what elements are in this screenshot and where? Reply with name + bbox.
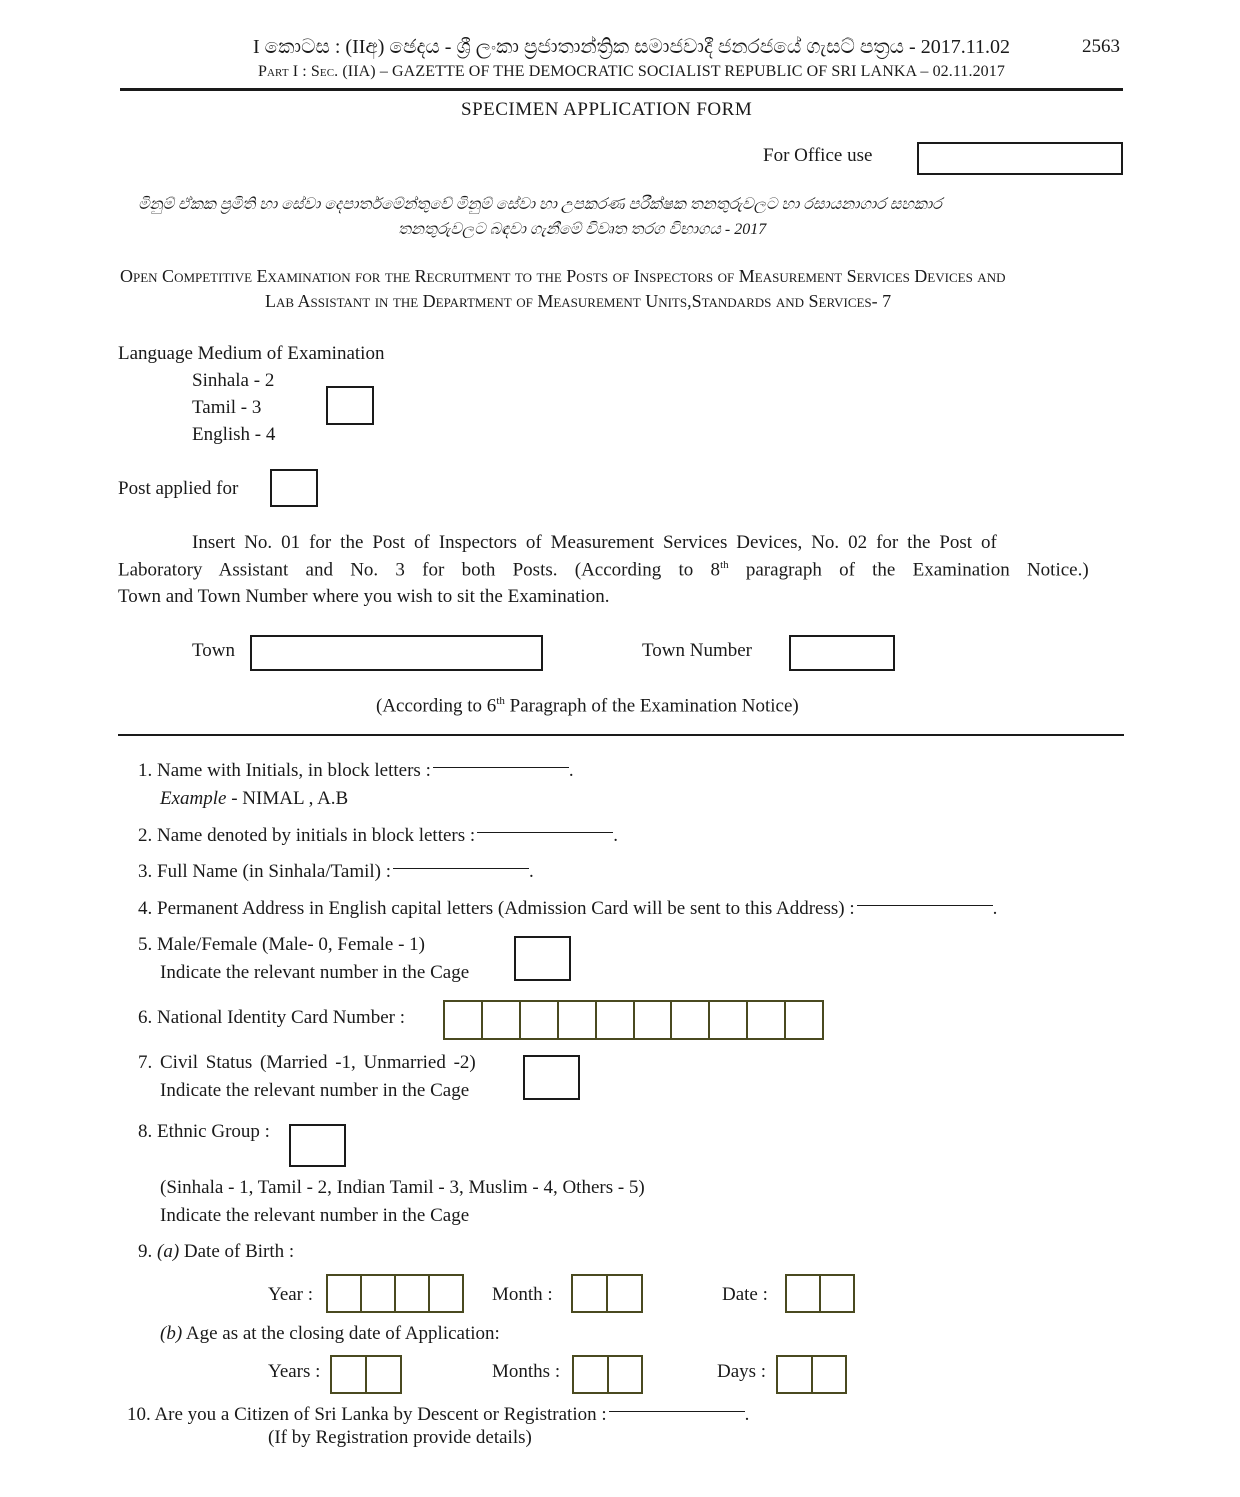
month-cell[interactable]	[608, 1276, 641, 1311]
item-7-instruction: Indicate the relevant number in the Cage	[160, 1080, 470, 1101]
months-label: Months :	[492, 1361, 561, 1382]
item-5-instruction: Indicate the relevant number in the Cage	[160, 962, 470, 983]
nic-cell[interactable]	[635, 1002, 673, 1038]
office-use-label: For Office use	[763, 145, 873, 166]
item-10-blank[interactable]	[609, 1411, 745, 1412]
item-2-blank[interactable]	[477, 832, 613, 833]
language-medium-box[interactable]	[326, 386, 374, 425]
nic-cell[interactable]	[483, 1002, 521, 1038]
years-label: Years :	[268, 1361, 321, 1382]
month-label: Month :	[492, 1284, 553, 1305]
language-option-tamil: Tamil - 3	[192, 397, 262, 418]
header-sinhala-line: I කොටස : (IIඅ) ඡෙදය - ශ්‍රී ලංකා ප්‍රජාතාන්ත්‍රික සමාජවාදී ජනරජයේ ගැසට් පත්‍රය - 2017.11.02	[253, 36, 1010, 58]
post-instruction-1: Insert No. 01 for the Post of Inspectors of Measurement Services Devices, No. 02 for the Post of	[192, 532, 997, 553]
year-label: Year :	[268, 1284, 314, 1305]
item-3-full-name: 3. Full Name (in Sinhala/Tamil) : .	[138, 861, 534, 882]
page-number: 2563	[1082, 36, 1120, 57]
date-cell[interactable]	[821, 1276, 853, 1311]
post-instruction-2: Laboratory Assistant and No. 3 for both Posts. (According to 8th paragraph of the Examination Notice.)	[118, 559, 1089, 581]
nic-number-grid[interactable]	[443, 1000, 824, 1040]
birth-month-grid[interactable]	[571, 1274, 643, 1313]
item-6-nic-label: 6. National Identity Card Number :	[138, 1007, 405, 1028]
nic-cell[interactable]	[672, 1002, 710, 1038]
item-2-name-denoted: 2. Name denoted by initials in block letters : .	[138, 825, 618, 846]
header-english-line: Part I : Sec. (IIA) – GAZETTE OF THE DEMOCRATIC SOCIALIST REPUBLIC OF SRI LANKA – 02.11.2017	[258, 63, 1005, 80]
nic-cell[interactable]	[786, 1002, 822, 1038]
item-1-name-with-initials: 1. Name with Initials, in block letters : .	[138, 760, 574, 781]
item-5-gender: 5. Male/Female (Male- 0, Female - 1)	[138, 934, 426, 955]
item-3-blank[interactable]	[393, 868, 529, 869]
post-instruction-3: Town and Town Number where you wish to sit the Examination.	[118, 586, 610, 607]
months-cell[interactable]	[574, 1357, 609, 1392]
town-note: (According to 6th Paragraph of the Examination Notice)	[376, 695, 799, 717]
town-number-label: Town Number	[642, 640, 753, 661]
item-7-civil-status: 7. Civil Status (Married -1, Unmarried -2)	[138, 1052, 476, 1073]
item-8-ethnic-group: 8. Ethnic Group :	[138, 1121, 270, 1142]
birth-date-grid[interactable]	[785, 1274, 855, 1313]
item-4-blank[interactable]	[857, 905, 993, 906]
age-years-grid[interactable]	[330, 1355, 402, 1394]
english-title-line-2: Lab Assistant in the Department of Measurement Units,Standards and Services- 7	[265, 291, 892, 311]
month-cell[interactable]	[573, 1276, 608, 1311]
days-label: Days :	[717, 1361, 767, 1382]
year-cell[interactable]	[396, 1276, 430, 1311]
days-cell[interactable]	[813, 1357, 846, 1392]
item-8-options: (Sinhala - 1, Tamil - 2, Indian Tamil - 3, Muslim - 4, Others - 5)	[160, 1177, 645, 1198]
nic-cell[interactable]	[521, 1002, 559, 1038]
sinhala-title-line-2: තනතුරුවලට බඳවා ගැනීමේ විවෘත තරග විභාගය - 2017	[398, 221, 767, 238]
item-1-blank[interactable]	[433, 767, 569, 768]
nic-cell[interactable]	[597, 1002, 635, 1038]
gender-box[interactable]	[514, 936, 571, 981]
birth-year-grid[interactable]	[326, 1274, 464, 1313]
item-9b-age: (b) Age as at the closing date of Application:	[160, 1323, 500, 1344]
date-label: Date :	[722, 1284, 768, 1305]
item-10-citizenship: 10. Are you a Citizen of Sri Lanka by Descent or Registration : .	[127, 1404, 750, 1425]
town-number-box[interactable]	[789, 635, 895, 671]
language-heading: Language Medium of Examination	[118, 343, 385, 364]
section-rule	[118, 734, 1124, 736]
nic-cell[interactable]	[748, 1002, 786, 1038]
months-cell[interactable]	[609, 1357, 642, 1392]
nic-cell[interactable]	[445, 1002, 483, 1038]
nic-cell[interactable]	[710, 1002, 748, 1038]
date-cell[interactable]	[787, 1276, 821, 1311]
form-title: SPECIMEN APPLICATION FORM	[461, 99, 753, 120]
item-10-sub: (If by Registration provide details)	[268, 1427, 532, 1448]
civil-status-box[interactable]	[523, 1055, 580, 1100]
post-applied-box[interactable]	[270, 469, 318, 507]
year-cell[interactable]	[430, 1276, 462, 1311]
item-8-instruction: Indicate the relevant number in the Cage	[160, 1205, 470, 1226]
item-1-example: Example - NIMAL , A.B	[160, 788, 349, 809]
item-9a-date-of-birth: 9. (a) Date of Birth :	[138, 1241, 295, 1262]
year-cell[interactable]	[328, 1276, 362, 1311]
years-cell[interactable]	[367, 1357, 400, 1392]
item-4-permanent-address: 4. Permanent Address in English capital letters (Admission Card will be sent to this Address) : .	[138, 898, 998, 919]
days-cell[interactable]	[778, 1357, 813, 1392]
post-applied-label: Post applied for	[118, 478, 239, 499]
town-label: Town	[192, 640, 236, 661]
office-use-box	[917, 142, 1123, 175]
sinhala-title-line-1: මිනුම් ඒකක ප්‍රමිති හා සේවා දෙපාර්තමේන්තුවේ මිනුම් සේවා හා උපකරණ පරීක්ෂක තනතුරුවලට හා රසායනාගාර සහකාර	[138, 196, 942, 213]
header-rule	[120, 88, 1123, 91]
language-option-sinhala: Sinhala - 2	[192, 370, 275, 391]
english-title-line-1: Open Competitive Examination for the Recruitment to the Posts of Inspectors of Measurement Services Devices and	[120, 266, 1006, 286]
age-days-grid[interactable]	[776, 1355, 847, 1394]
year-cell[interactable]	[362, 1276, 396, 1311]
years-cell[interactable]	[332, 1357, 367, 1392]
town-input-box[interactable]	[250, 635, 543, 671]
language-option-english: English - 4	[192, 424, 276, 445]
ethnic-group-box[interactable]	[289, 1124, 346, 1167]
age-months-grid[interactable]	[572, 1355, 643, 1394]
nic-cell[interactable]	[559, 1002, 597, 1038]
